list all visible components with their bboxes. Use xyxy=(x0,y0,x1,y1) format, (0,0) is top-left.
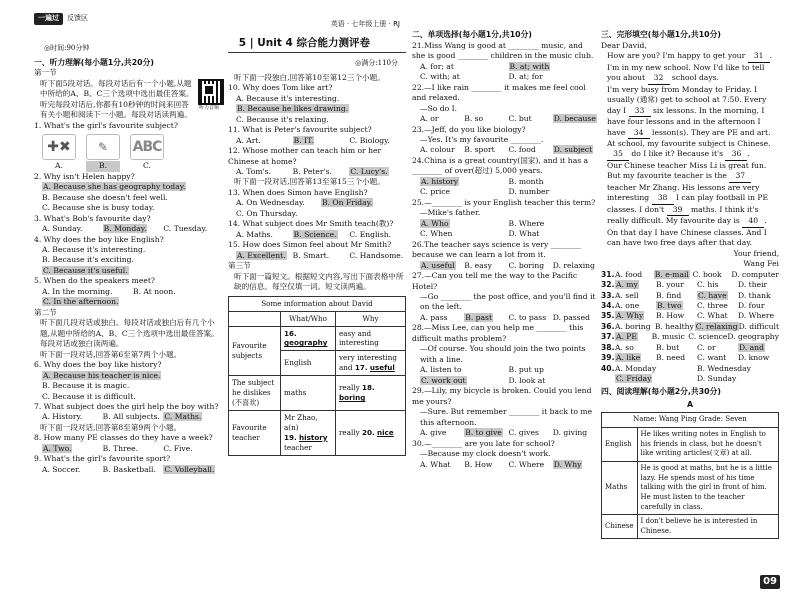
table-head-what: What/Who xyxy=(281,311,336,326)
blank-39[interactable]: 39 xyxy=(667,205,689,216)
drawing-icon: ✎ xyxy=(86,134,120,160)
q15: 15. How does Simon feel about Mr Smith? xyxy=(228,240,392,250)
q24: 24.China is a great country(国家), and it has a ________ of over(超过) 5,000 years. xyxy=(412,155,589,176)
q26-opt-a[interactable]: A. useful xyxy=(421,260,455,270)
q26-opt-c[interactable]: C. boring xyxy=(508,260,545,270)
column-1 xyxy=(34,0,224,595)
q25: 25.—________ is your English teacher this term? xyxy=(412,197,596,207)
answer-number: 34. xyxy=(601,301,615,310)
q1-labels xyxy=(34,161,224,171)
answer-number: 31. xyxy=(601,269,615,279)
q3-options xyxy=(34,224,224,234)
q40-opt-c[interactable]: C. Friday xyxy=(616,374,652,384)
answer-number: 32. xyxy=(601,280,615,290)
maths-symbols-icon: ✚✖ xyxy=(42,134,76,160)
answer-option[interactable]: A. like xyxy=(616,353,641,363)
answer-option[interactable]: B. music xyxy=(651,332,685,342)
answer-row xyxy=(601,291,779,301)
reading-header: Name: Wang Ping Grade: Seven xyxy=(602,413,779,428)
q24-opt-b[interactable]: B. month xyxy=(508,176,544,186)
q25-opt-a[interactable]: A. Who xyxy=(421,218,449,228)
answer-row xyxy=(601,280,779,290)
q10-opt-c[interactable]: C. Because it's relaxing. xyxy=(236,114,329,124)
q30-opt-a[interactable]: A. What xyxy=(420,459,451,469)
intro-6-7: 听下面一段对话,回答第6至第7两个小题。 xyxy=(40,349,182,359)
cell-maths: maths xyxy=(281,376,336,411)
q23-opt-d[interactable]: D. subject xyxy=(553,145,593,155)
cell-17[interactable]: very interesting and 17. useful xyxy=(336,351,406,376)
blank-36[interactable]: 36 xyxy=(725,149,747,160)
answer-row-40b xyxy=(601,374,779,384)
reading-maths-text: He is good at maths, but he is a little lazy. He spends most of his time talking with the girl in front of him. He must listen to the teacher carefully in class. xyxy=(637,461,779,514)
cell-16[interactable]: 16. geography xyxy=(281,326,336,351)
q40-opt-d[interactable]: D. Sunday xyxy=(697,374,737,384)
q11-opt-b[interactable]: B. IT. xyxy=(293,135,314,145)
part2-label: 第二节 xyxy=(34,307,57,317)
reading-english-label: English xyxy=(602,427,638,461)
page-number: 09 xyxy=(760,575,780,589)
answer-option[interactable]: C. want xyxy=(697,353,727,363)
q2-opt-b[interactable]: B. Because she doesn't feel well. xyxy=(42,192,168,202)
q22: 22.—I like rain ________ it makes me feel cool and relaxed. xyxy=(412,82,586,103)
answer-option[interactable]: D. Where xyxy=(738,311,774,321)
answer-option[interactable]: B. e-mail xyxy=(654,269,689,279)
q13-options xyxy=(228,198,406,208)
letter-signature: Wang Fei xyxy=(743,259,779,269)
q6-opt-c[interactable]: C. Because it is difficult. xyxy=(42,391,136,401)
blank-31[interactable]: 31 xyxy=(748,51,770,62)
q27-opt-a[interactable]: A. pass xyxy=(420,312,448,322)
cell-19[interactable]: Mr Zhao, a(n) 19. history teacher xyxy=(281,411,336,456)
q1-label-b[interactable]: B. xyxy=(86,161,120,171)
time-info xyxy=(44,44,216,54)
q8: 8. How many PE classes do they have a week? xyxy=(34,433,213,443)
q21-options xyxy=(412,62,597,72)
q5: 5. When do the speakers meet? xyxy=(34,276,155,286)
answer-option[interactable]: B. How xyxy=(656,311,685,321)
part1-instructions: 听下面5段对话。每段对话后有一个小题,从题中所给的A、B、C三个选项中选出最佳答案。听完每段对话后,你都有10秒钟的时间来回答有关小题和阅读下一小题。每段对话读两遍。 xyxy=(40,78,194,120)
answer-option[interactable]: D. computer xyxy=(731,269,779,279)
part1-instr-block xyxy=(34,79,224,121)
listening-title: 一、听力理解(每小题1分,共20分) xyxy=(34,57,154,67)
q30-opt-c[interactable]: C. Where xyxy=(508,459,545,469)
intro-8-9: 听下面一段对话,回答第8至第9两个小题。 xyxy=(40,422,182,432)
q23-reply: —Yes. It's my favourite ________. xyxy=(420,134,544,144)
answer-option[interactable]: D. difficult xyxy=(738,321,779,331)
q22-opt-d[interactable]: D. because xyxy=(553,114,596,124)
reading-title: 四、阅读理解(每小题2分,共30分) xyxy=(601,386,721,396)
full-score: ◎满分:110分 xyxy=(355,59,398,68)
q14: 14. What subject does Mr Smith teach(教)? xyxy=(228,219,394,229)
q29-opt-b[interactable]: B. to give xyxy=(465,428,502,438)
blank-38[interactable]: 38 xyxy=(652,193,674,204)
feedback-label[interactable]: 反馈区 xyxy=(67,14,88,23)
q14-opt-c[interactable]: C. English. xyxy=(349,229,392,239)
answer-option[interactable]: C. science xyxy=(688,332,728,342)
q24-opt-a[interactable]: A. history xyxy=(421,176,459,186)
answer-option[interactable]: A. boring xyxy=(615,321,651,331)
reading-a-table xyxy=(601,412,779,539)
q29: 29.—Lily, my bicycle is broken. Could you lend me yours? xyxy=(412,386,592,406)
q1: 1. What's the girl's favourite subject? xyxy=(34,120,178,130)
answer-number: 36. xyxy=(601,321,615,331)
q12-opt-b[interactable]: B. Peter's. xyxy=(292,167,332,177)
q24-options-2 xyxy=(412,187,597,197)
q26-options xyxy=(412,261,597,271)
q12-options xyxy=(228,167,406,177)
q30: 30.—________ are you late for school? xyxy=(412,438,555,448)
q29-opt-d[interactable]: D. giving xyxy=(552,428,588,438)
answer-option[interactable]: B. but xyxy=(656,342,680,352)
qr-label: 听力音频 xyxy=(198,104,219,111)
reading-chinese-text: I don't believe he is interested in Chinese. xyxy=(637,515,779,539)
blank-33[interactable]: 33 xyxy=(629,106,651,117)
q24-opt-d[interactable]: D. number xyxy=(508,187,550,197)
q5-options xyxy=(34,287,224,297)
q27-opt-d[interactable]: D. passed xyxy=(552,312,590,322)
column-2 xyxy=(228,0,406,595)
q27-opt-b[interactable]: B. past xyxy=(465,312,492,322)
reading-english-text: He likes writing notes in English to his friends in class, but he doesn't like writing articles(文章) at all. xyxy=(637,427,779,461)
q15-opt-c[interactable]: C. Handsome. xyxy=(349,250,404,260)
q25-reply: —Mike's father. xyxy=(420,208,481,218)
q8-opt-a[interactable]: A. Two. xyxy=(43,443,72,453)
letter-para-3: Our Chinese teacher Miss Li is great fun. But my favourite teacher is the 37 teacher Mr Zhang. His lessons are very interesting 38 I can play football in PE classes. I don't 39 maths. I think it's really difficult. My favourite day is 40 . On that day I have Chinese classes. And I can have two free days after that day. xyxy=(607,160,769,248)
q7-opt-a[interactable]: A. History. xyxy=(42,412,83,422)
answer-row xyxy=(601,322,779,332)
q2: 2. Why isn't Helen happy? xyxy=(34,171,135,181)
blank-37[interactable]: 37 xyxy=(729,171,751,182)
row-disliked-subject: The subject he dislikes (不喜欢) xyxy=(229,376,281,411)
q12: 12. Whose mother can teach him or her Chinese at home? xyxy=(228,146,382,166)
q4: 4. Why does the boy like English? xyxy=(34,234,164,244)
q23: 23.—Jeff, do you like biology? xyxy=(412,124,526,134)
q11-opt-a[interactable]: A. Art. xyxy=(236,135,261,145)
cloze-title: 三、完形填空(每小题1分,共10分) xyxy=(601,30,721,39)
q6-opt-b[interactable]: B. Because it is magic. xyxy=(42,381,130,391)
q29-reply: —Sure. But remember ________ it back to me this afternoon. xyxy=(420,407,593,427)
q25-options xyxy=(412,219,597,229)
q25-opt-c[interactable]: C. When xyxy=(420,229,453,239)
q28-reply: —Of course. You should join the two points with a line. xyxy=(420,344,586,364)
q26-opt-b[interactable]: B. easy xyxy=(464,260,492,270)
answer-number: 35. xyxy=(601,311,615,321)
q21-opt-a[interactable]: A. for; at xyxy=(420,61,454,71)
q25-options-2 xyxy=(412,229,597,239)
q28: 28.—Miss Lee, can you help me ________ this difficult maths problem? xyxy=(412,323,584,343)
q22-opt-c[interactable]: C. but xyxy=(508,114,532,124)
answer-option[interactable]: A. one xyxy=(615,301,640,310)
answer-option[interactable]: D. geography xyxy=(727,332,779,342)
blank-34[interactable]: 34 xyxy=(628,128,650,139)
q3-opt-a[interactable]: A. Sunday. xyxy=(42,224,83,234)
part3-instructions: 听下面一篇短文。根据短文内容,写出下面表格中所缺的信息。每空仅填一词。短文读两遍。 xyxy=(234,271,404,292)
q24-options xyxy=(412,177,597,187)
answer-option[interactable]: C. his xyxy=(697,280,719,290)
q3: 3. What's Bob's favourite day? xyxy=(34,213,151,223)
q28-options xyxy=(412,365,597,375)
table-head-why: Why xyxy=(336,311,406,326)
reading-a-label: A xyxy=(686,399,694,409)
q22-options xyxy=(412,114,597,124)
answer-option[interactable]: C. What xyxy=(697,311,728,321)
q11-opt-c[interactable]: C. Biology. xyxy=(349,135,390,145)
q15-opt-b[interactable]: B. Smart. xyxy=(292,250,330,260)
q14-opt-b[interactable]: B. Science. xyxy=(293,229,337,239)
q8-options xyxy=(34,444,224,454)
q30-opt-b[interactable]: B. How xyxy=(464,459,493,469)
qr-block[interactable] xyxy=(194,79,224,112)
q40-opt-b[interactable]: B. Wednesday xyxy=(697,363,751,373)
answer-option[interactable]: B. your xyxy=(656,280,684,290)
answer-row xyxy=(601,343,779,353)
part2-instructions: 听下面几段对话或独白。每段对话或独白后有几个小题,从题中所给的A、B、C三个选项中选出最佳答案。每段对话或独白读两遍。 xyxy=(40,318,219,349)
title-divider xyxy=(228,52,406,53)
answer-row xyxy=(601,301,779,311)
answer-option[interactable]: D. and xyxy=(739,342,764,352)
top-bar xyxy=(34,12,224,26)
q27-reply: —Go ________ the post office, and you'll find it on the left. xyxy=(420,292,596,312)
q28-opt-d[interactable]: D. look at xyxy=(508,375,546,385)
q25-opt-b[interactable]: B. Where xyxy=(508,218,545,228)
answer-option[interactable]: A. my xyxy=(616,280,638,290)
q9-opt-a[interactable]: A. Soccer. xyxy=(42,464,81,474)
q29-opt-c[interactable]: C. gives xyxy=(508,428,539,438)
q21: 21.Miss Wang is good at ________ music, and she is good ________ children in the music club. xyxy=(412,40,594,61)
q11-options xyxy=(228,136,406,146)
answer-option[interactable]: D. four xyxy=(738,301,765,310)
answer-option[interactable]: A. PE xyxy=(616,332,637,342)
answer-row xyxy=(601,270,779,280)
q23-options xyxy=(412,145,597,155)
q21-opt-d[interactable]: D. at; for xyxy=(508,72,543,82)
answer-option[interactable]: B. two xyxy=(657,301,682,310)
q28-options-2 xyxy=(412,376,597,386)
q27-opt-c[interactable]: C. to pass xyxy=(508,312,547,322)
q14-opt-a[interactable]: A. Maths. xyxy=(236,229,273,239)
q13-opt-c[interactable]: C. On Thursday. xyxy=(236,208,298,218)
single-choice-title: 二、单项选择(每小题1分,共10分) xyxy=(412,30,532,39)
cell-16-why: easy and interesting xyxy=(336,326,406,351)
q10: 10. Why does Tom like art? xyxy=(228,83,333,93)
reading-chinese-label: Chinese xyxy=(602,515,638,539)
answer-option[interactable]: A. sell xyxy=(615,290,639,300)
cell-20[interactable]: really 20. nice xyxy=(336,411,406,456)
q26-opt-d[interactable]: D. relaxing xyxy=(552,260,595,270)
answer-number: 38. xyxy=(601,342,615,352)
q6-opt-a[interactable]: A. Because his teacher is nice. xyxy=(43,370,161,380)
time-limit: ◎时间:90分钟 xyxy=(44,44,90,52)
q11: 11. What is Peter's favourite subject? xyxy=(228,125,372,135)
q13-opt-b[interactable]: B. On Friday. xyxy=(322,198,373,208)
q1-label-c[interactable]: C. xyxy=(143,161,151,171)
answer-row xyxy=(601,353,779,363)
q30-options xyxy=(412,460,597,470)
answer-option[interactable]: C. have xyxy=(698,290,727,300)
q4-opt-c[interactable]: C. Because it's useful. xyxy=(43,265,128,275)
q9-opt-c[interactable]: C. Volleyball. xyxy=(164,464,215,474)
q3-opt-b[interactable]: B. Monday. xyxy=(103,224,147,234)
q4-opt-b[interactable]: B. Because it's exciting. xyxy=(42,255,134,265)
q23-opt-a[interactable]: A. colour xyxy=(420,145,455,155)
q28-opt-c[interactable]: C. work out xyxy=(421,375,466,385)
q9-opt-b[interactable]: B. Basketball. xyxy=(102,464,156,474)
answer-option[interactable]: C. three xyxy=(697,301,728,310)
q6: 6. Why does the boy like history? xyxy=(34,360,162,370)
q21-opt-b[interactable]: B. at; with xyxy=(509,61,550,71)
q28-opt-b[interactable]: B. put up xyxy=(508,365,544,375)
answer-option[interactable]: A. so xyxy=(615,342,634,352)
q13-opt-a[interactable]: A. On Wednesday. xyxy=(236,198,305,208)
q5-opt-c[interactable]: C. In the afternoon. xyxy=(43,297,119,307)
q9-options xyxy=(34,465,224,475)
table-title: Some information about David xyxy=(229,296,406,311)
answer-option[interactable]: A. food xyxy=(615,269,643,279)
q27-options xyxy=(412,313,597,323)
q2-opt-a[interactable]: A. Because she has geography today. xyxy=(43,182,186,192)
q27: 27.—Can you tell me the way to the Pacific Hotel? xyxy=(412,271,578,291)
answer-number: 37. xyxy=(601,332,615,342)
answer-row-40 xyxy=(601,364,779,374)
q29-opt-a[interactable]: A. give xyxy=(420,428,447,438)
q30-reply: —Because my clock doesn't work. xyxy=(420,449,551,459)
q7-opt-c[interactable]: C. Maths. xyxy=(164,412,202,422)
q10-opt-a[interactable]: A. Because it's interesting. xyxy=(236,93,340,103)
letter-closing: Your friend, xyxy=(733,248,779,258)
q7-opt-b[interactable]: B. All subjects. xyxy=(102,412,160,422)
q14-options xyxy=(228,230,406,240)
cell-english: English xyxy=(281,351,336,376)
cloze-answers xyxy=(601,270,779,364)
q8-opt-c[interactable]: C. Five. xyxy=(163,443,193,453)
q23-opt-c[interactable]: C. food xyxy=(508,145,536,155)
q9: 9. What's the girl's favourite sport? xyxy=(34,454,171,464)
logo: 一遍过 xyxy=(34,13,63,25)
answer-number: 33. xyxy=(601,290,615,300)
q3-opt-c[interactable]: C. Tuesday. xyxy=(163,224,208,234)
row-favourite-teacher: Favourite teacher xyxy=(229,411,281,456)
answer-option[interactable]: C. book xyxy=(692,269,722,279)
subject-header: 英语 · 七年级上册 · RJ xyxy=(330,20,400,28)
q1-pictures xyxy=(34,134,224,160)
david-info-table xyxy=(228,296,406,456)
answer-option[interactable]: D. know xyxy=(738,353,770,363)
cell-18[interactable]: really 18. boring xyxy=(336,376,406,411)
q15-options xyxy=(228,251,406,261)
answer-option[interactable]: B. healthy xyxy=(654,321,694,331)
intro-10-12: 听下面一段独白,回答第10至第12三个小题。 xyxy=(234,72,385,82)
answer-option[interactable]: D. their xyxy=(738,280,768,290)
q5-opt-a[interactable]: A. In the morning. xyxy=(42,286,113,296)
q7: 7. What subject does the girl help the boy with? xyxy=(34,402,219,411)
qr-code-icon[interactable] xyxy=(198,79,224,105)
q5-opt-b[interactable]: B. At noon. xyxy=(133,286,176,296)
abc-letters-icon: ABC xyxy=(130,134,164,160)
unit-title: 5 | Unit 4 综合能力测评卷 xyxy=(238,36,370,49)
answer-option[interactable]: B. find xyxy=(656,290,682,300)
blank-40[interactable]: 40 xyxy=(742,216,764,227)
q8-opt-b[interactable]: B. Three. xyxy=(102,443,139,453)
answer-number: 40. xyxy=(601,363,615,373)
q13: 13. When does Simon have English? xyxy=(228,187,368,197)
page-footer xyxy=(760,575,780,589)
q21-opt-c[interactable]: C. with; at xyxy=(420,72,460,82)
answer-number: 39. xyxy=(601,353,615,363)
q29-options xyxy=(412,428,597,438)
score-info xyxy=(238,59,398,69)
letter-greeting: Dear David, xyxy=(601,40,647,50)
q7-options xyxy=(34,412,224,422)
intro-13-15: 听下面一段对话,回答第13至第15三个小题。 xyxy=(234,177,385,187)
q10-opt-b[interactable]: B. Because he likes drawing. xyxy=(237,104,349,114)
q1-label-a[interactable]: A. xyxy=(55,161,63,171)
q22-opt-a[interactable]: A. or xyxy=(420,114,439,124)
blank-35[interactable]: 35 xyxy=(607,149,629,160)
answer-row xyxy=(601,311,779,321)
answer-option[interactable]: D. thank xyxy=(738,290,771,300)
column-4 xyxy=(601,0,779,595)
q4-opt-a[interactable]: A. Because it's interesting. xyxy=(42,244,146,254)
table-head-blank xyxy=(229,311,281,326)
part3-label: 第三节 xyxy=(228,261,251,271)
answer-row xyxy=(601,332,779,342)
answer-option[interactable]: B. need xyxy=(656,353,686,363)
answer-option[interactable]: C. relaxing xyxy=(695,321,738,331)
blank-32[interactable]: 32 xyxy=(648,73,670,84)
q24-opt-c[interactable]: C. price xyxy=(420,187,451,197)
q26: 26.The teacher says science is very ________ because we can learn a lot from it. xyxy=(412,239,582,260)
answer-option[interactable]: A. Why xyxy=(616,311,644,321)
q21-options-2 xyxy=(412,72,597,82)
letter-para-2: I'm very busy from Monday to Friday. I usually (通常) get to school at 7:50. Every day I 33 six lessons. In the morning, I have four lessons and in the afternoon I have 34 lesson(s). They are PE and art. At school, my favourite subject is Chinese. 35 do I like it? Because it's 36 . xyxy=(601,85,779,161)
q22-reply: —So do I. xyxy=(420,103,458,113)
answer-option[interactable]: C. or xyxy=(697,342,716,352)
q12-opt-a[interactable]: A. Tom's. xyxy=(236,167,271,177)
q28-opt-a[interactable]: A. listen to xyxy=(420,365,462,375)
q30-opt-d[interactable]: D. Why xyxy=(553,459,582,469)
q12-opt-c[interactable]: C. Lucy's. xyxy=(350,167,388,177)
column-3 xyxy=(412,0,597,595)
q25-opt-d[interactable]: D. What xyxy=(508,229,540,239)
part1-label: 第一节 xyxy=(34,68,57,78)
q22-opt-b[interactable]: B. so xyxy=(464,114,484,124)
reading-maths-label: Maths xyxy=(602,461,638,514)
row-favourite-subjects: Favourite subjects xyxy=(229,326,281,376)
q2-opt-c[interactable]: C. Because she is busy today. xyxy=(42,203,155,213)
letter-para-1: How are you? I'm happy to get your 31 . I'm in my new school. Now I'd like to tell you about 32 school days. xyxy=(601,51,779,84)
q23-opt-b[interactable]: B. sport xyxy=(464,145,495,155)
q15-opt-a[interactable]: A. Excellent. xyxy=(237,250,286,260)
q40-opt-a[interactable]: A. Monday xyxy=(615,363,657,373)
